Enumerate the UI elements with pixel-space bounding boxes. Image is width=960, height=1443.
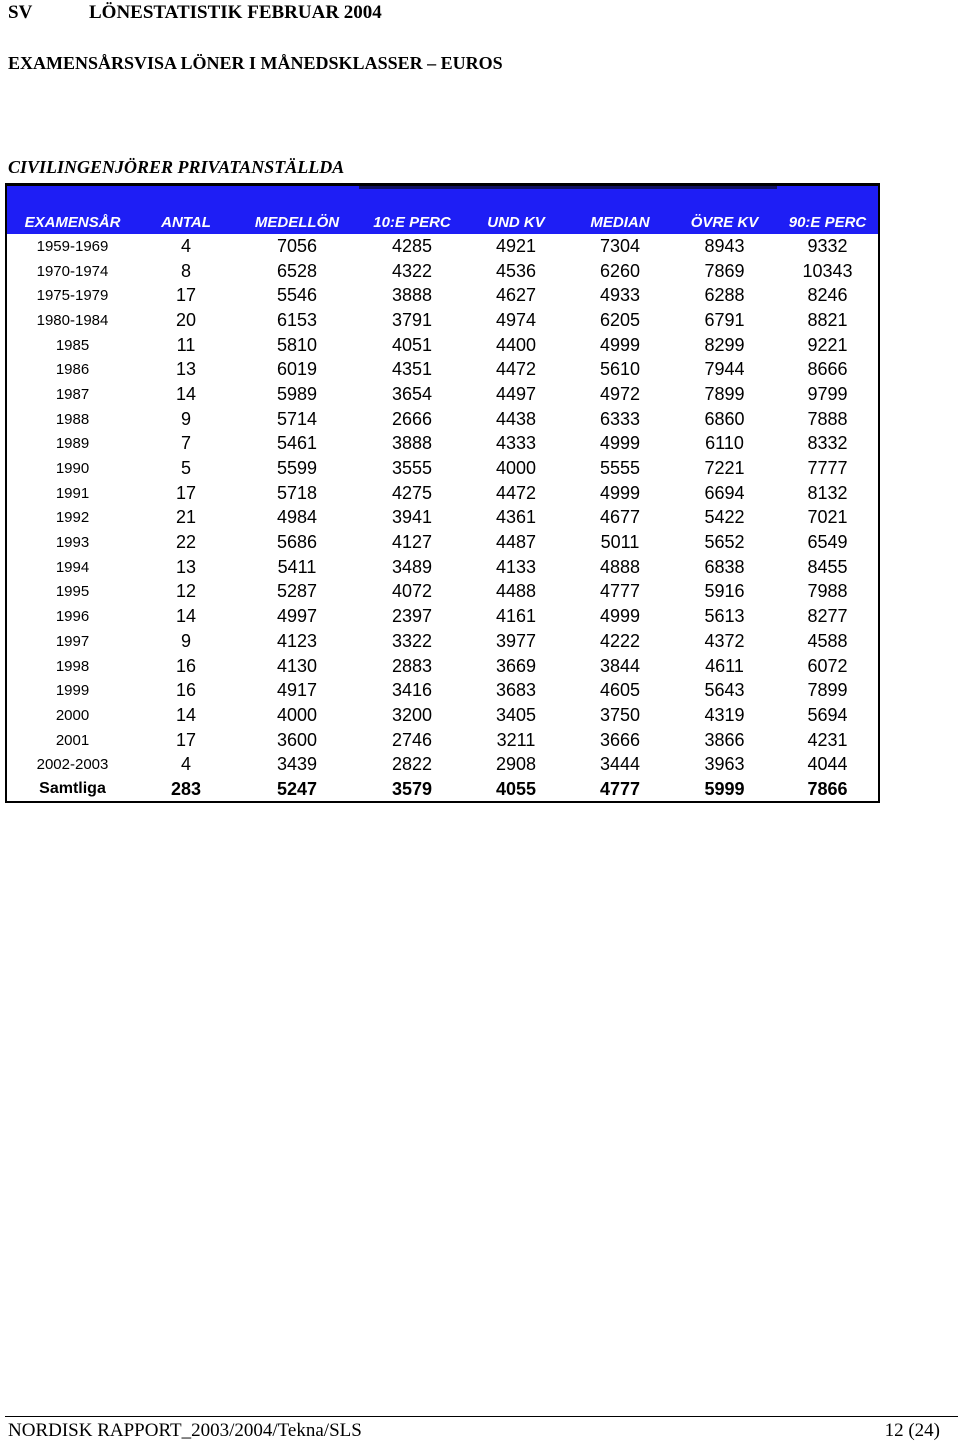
table-cell: 8246 xyxy=(807,285,848,306)
table-cell: 3888 xyxy=(391,433,433,454)
table-cell: 4127 xyxy=(391,532,433,553)
table-cell: 4130 xyxy=(276,655,318,676)
table-cell: 3211 xyxy=(496,729,536,750)
row-label-cell: 1998 xyxy=(55,657,90,675)
table-cell: 4 xyxy=(180,754,191,775)
table-cell: 4997 xyxy=(276,606,318,627)
table-cell: 4322 xyxy=(391,260,433,281)
table-cell: 3977 xyxy=(495,630,537,651)
table-cell: 7 xyxy=(180,433,191,454)
header-language-code: SV xyxy=(8,2,33,23)
table-cell: 5643 xyxy=(704,680,745,701)
row-label-cell: 1996 xyxy=(55,608,90,626)
table-cell: 7869 xyxy=(704,260,745,281)
table-cell: 2908 xyxy=(495,754,537,775)
table-cell: 5652 xyxy=(704,532,745,553)
table-cell: 4488 xyxy=(495,581,537,602)
table-row xyxy=(7,580,878,605)
table-cell: 3963 xyxy=(704,754,745,775)
table-cell: 17 xyxy=(175,482,197,503)
table-cell: 6205 xyxy=(599,309,641,330)
table-row xyxy=(7,407,878,432)
table-cell: 8821 xyxy=(807,309,848,330)
table-cell: 5989 xyxy=(276,383,318,404)
document-subtitle: EXAMENSÅRSVISA LÖNER I MÅNEDSKLASSER – EUROS xyxy=(8,53,503,73)
table-cell: 4888 xyxy=(599,556,641,577)
column-header: ÖVRE KV xyxy=(690,213,759,231)
table-row xyxy=(7,382,878,407)
table-cell: 5 xyxy=(180,458,191,479)
table-row xyxy=(7,456,878,481)
table-cell: 8666 xyxy=(807,359,848,380)
section-title: CIVILINGENJÖRER PRIVATANSTÄLLDA xyxy=(8,157,345,177)
table-cell: 7944 xyxy=(704,359,745,380)
table-cell: 2397 xyxy=(391,606,433,627)
table-cell: 6528 xyxy=(276,260,318,281)
table-cell: 4999 xyxy=(599,433,641,454)
table-cell: 4275 xyxy=(391,482,433,503)
row-label-cell: 1987 xyxy=(55,385,90,403)
row-label-cell: 1986 xyxy=(55,361,90,379)
table-cell: 7899 xyxy=(807,680,848,701)
row-label-cell: 1999 xyxy=(55,682,90,700)
table-cell: 4605 xyxy=(599,680,641,701)
table-row xyxy=(7,234,878,259)
table-cell: 5247 xyxy=(276,778,318,799)
table-row xyxy=(7,333,878,358)
column-header: MEDELLÖN xyxy=(254,213,340,231)
table-row xyxy=(7,259,878,284)
table-cell: 2822 xyxy=(391,754,433,775)
table-cell: 14 xyxy=(175,606,197,627)
table-cell: 4438 xyxy=(495,408,537,429)
table-cell: 17 xyxy=(175,729,197,750)
table-cell: 5718 xyxy=(276,482,318,503)
table-cell: 4472 xyxy=(495,359,537,380)
table-cell: 6153 xyxy=(276,309,318,330)
table-cell: 3669 xyxy=(495,655,537,676)
table-cell: 5714 xyxy=(276,408,318,429)
table-cell: 16 xyxy=(175,655,197,676)
column-header: 10:E PERC xyxy=(373,213,451,231)
row-label-cell: 1988 xyxy=(55,410,90,428)
column-header: ANTAL xyxy=(161,213,211,231)
table-cell: 3555 xyxy=(391,458,433,479)
table-cell: 4984 xyxy=(276,507,318,528)
table-header-row xyxy=(7,210,878,234)
table-cell: 3866 xyxy=(704,729,745,750)
table-cell: 9799 xyxy=(807,383,848,404)
table-cell: 4933 xyxy=(599,285,641,306)
table-cell: 3791 xyxy=(391,309,433,330)
table-cell: 4333 xyxy=(495,433,537,454)
table-cell: 8277 xyxy=(807,606,848,627)
table-row xyxy=(7,555,878,580)
table-cell: 4055 xyxy=(495,778,537,799)
table-row xyxy=(7,432,878,457)
table-cell: 20 xyxy=(175,309,197,330)
table-row xyxy=(7,752,878,777)
table-cell: 4351 xyxy=(391,359,433,380)
table-cell: 2666 xyxy=(391,408,433,429)
row-label-cell: 1989 xyxy=(55,435,90,453)
table-cell: 3489 xyxy=(391,556,433,577)
table-cell: 3844 xyxy=(599,655,641,676)
table-cell: 4472 xyxy=(495,482,537,503)
table-cell: 3439 xyxy=(276,754,318,775)
table-cell: 9 xyxy=(180,408,191,429)
table-row xyxy=(7,530,878,555)
table-cell: 3579 xyxy=(391,778,433,799)
table-cell: 7899 xyxy=(704,383,745,404)
table-cell: 283 xyxy=(170,778,202,799)
table-cell: 5546 xyxy=(276,285,318,306)
table-row xyxy=(7,703,878,728)
table-row xyxy=(7,308,878,333)
table-cell: 4000 xyxy=(276,704,318,725)
table-cell: 3941 xyxy=(391,507,433,528)
column-header: MEDIAN xyxy=(590,213,650,231)
table-cell: 5694 xyxy=(807,704,848,725)
table-cell: 3750 xyxy=(599,704,641,725)
table-cell: 3200 xyxy=(391,704,433,725)
table-cell: 11 xyxy=(176,334,196,355)
row-label-cell: 1992 xyxy=(55,509,90,527)
row-label-cell: 1995 xyxy=(55,583,90,601)
table-cell: 6288 xyxy=(704,285,745,306)
table-cell: 4400 xyxy=(495,334,537,355)
row-label-cell: 1991 xyxy=(55,484,90,502)
table-cell: 3322 xyxy=(391,630,433,651)
table-cell: 22 xyxy=(175,532,197,553)
table-cell: 8 xyxy=(180,260,191,281)
table-cell: 14 xyxy=(175,383,197,404)
table-cell: 21 xyxy=(175,507,197,528)
header-accent-bar xyxy=(359,186,777,189)
table-cell: 7866 xyxy=(807,778,848,799)
table-cell: 6860 xyxy=(704,408,745,429)
table-cell: 7777 xyxy=(807,458,848,479)
column-header: UND KV xyxy=(487,213,545,231)
table-cell: 7056 xyxy=(276,235,318,256)
row-label-cell: 1975-1979 xyxy=(36,287,109,305)
table-cell: 3405 xyxy=(495,704,537,725)
table-cell: 5011 xyxy=(600,532,640,553)
table-cell: 6549 xyxy=(807,532,848,553)
table-cell: 7304 xyxy=(599,235,641,256)
table-cell: 3654 xyxy=(391,383,433,404)
footer-divider xyxy=(5,1416,958,1417)
table-cell: 3444 xyxy=(599,754,641,775)
table-cell: 4 xyxy=(180,235,191,256)
table-cell: 4044 xyxy=(807,754,848,775)
table-cell: 3888 xyxy=(391,285,433,306)
table-cell: 13 xyxy=(175,556,197,577)
column-header: EXAMENSÅR xyxy=(24,213,121,231)
footer-report-name: NORDISK RAPPORT_2003/2004/Tekna/SLS xyxy=(8,1420,362,1441)
table-cell: 8299 xyxy=(704,334,745,355)
table-cell: 4536 xyxy=(495,260,537,281)
table-total-row xyxy=(7,777,878,802)
table-cell: 4974 xyxy=(495,309,537,330)
table-cell: 4372 xyxy=(704,630,745,651)
salary-table-frame xyxy=(5,183,880,803)
table-cell: 2883 xyxy=(391,655,433,676)
table-cell: 5461 xyxy=(276,433,318,454)
table-row xyxy=(7,357,878,382)
table-row xyxy=(7,283,878,308)
table-cell: 4072 xyxy=(391,581,433,602)
table-cell: 3683 xyxy=(495,680,537,701)
table-cell: 7221 xyxy=(704,458,745,479)
table-cell: 6791 xyxy=(704,309,745,330)
table-cell: 4972 xyxy=(599,383,641,404)
table-row xyxy=(7,481,878,506)
table-cell: 8455 xyxy=(807,556,848,577)
table-cell: 4285 xyxy=(391,235,433,256)
table-cell: 5916 xyxy=(704,581,745,602)
table-cell: 9221 xyxy=(807,334,848,355)
table-cell: 12 xyxy=(175,581,197,602)
table-cell: 4000 xyxy=(495,458,537,479)
table-row xyxy=(7,506,878,531)
table-cell: 6019 xyxy=(276,359,318,380)
table-cell: 5555 xyxy=(599,458,641,479)
table-cell: 4361 xyxy=(495,507,537,528)
table-cell: 4999 xyxy=(599,482,641,503)
table-cell: 7988 xyxy=(807,581,848,602)
table-cell: 5411 xyxy=(277,556,317,577)
row-label-cell: 1970-1974 xyxy=(36,262,109,280)
table-cell: 6110 xyxy=(705,433,744,454)
footer-page-number: 12 (24) xyxy=(884,1420,940,1441)
table-cell: 4777 xyxy=(599,581,641,602)
table-cell: 4677 xyxy=(599,507,641,528)
table-cell: 4161 xyxy=(495,606,537,627)
row-label-cell: 1990 xyxy=(55,460,90,478)
table-cell: 7021 xyxy=(807,507,848,528)
row-label-cell: 1997 xyxy=(55,632,90,650)
table-cell: 4051 xyxy=(391,334,433,355)
table-cell: 4999 xyxy=(599,606,641,627)
table-cell: 4777 xyxy=(599,778,641,799)
row-label-cell: Samtliga xyxy=(39,780,106,798)
table-cell: 4487 xyxy=(495,532,537,553)
row-label-cell: 1959-1969 xyxy=(36,237,109,255)
row-label-cell: 2000 xyxy=(55,706,90,724)
table-cell: 4999 xyxy=(599,334,641,355)
table-cell: 16 xyxy=(175,680,197,701)
table-cell: 6838 xyxy=(704,556,745,577)
table-cell: 10343 xyxy=(802,260,853,281)
page-header-title: LÖNESTATISTIK FEBRUAR 2004 xyxy=(89,2,382,23)
table-row xyxy=(7,629,878,654)
table-cell: 5610 xyxy=(599,359,641,380)
table-cell: 5686 xyxy=(276,532,318,553)
table-cell: 3666 xyxy=(599,729,641,750)
row-label-cell: 1994 xyxy=(55,558,90,576)
table-cell: 5422 xyxy=(704,507,745,528)
table-cell: 9332 xyxy=(807,235,848,256)
table-cell: 4231 xyxy=(807,729,848,750)
table-cell: 4497 xyxy=(495,383,537,404)
table-cell: 7888 xyxy=(807,408,848,429)
table-cell: 6333 xyxy=(599,408,641,429)
table-cell: 17 xyxy=(175,285,197,306)
table-cell: 5613 xyxy=(704,606,745,627)
table-cell: 14 xyxy=(175,704,197,725)
table-row xyxy=(7,654,878,679)
table-cell: 13 xyxy=(175,359,197,380)
row-label-cell: 1985 xyxy=(55,336,90,354)
table-cell: 6072 xyxy=(807,655,848,676)
row-label-cell: 1980-1984 xyxy=(36,311,109,329)
table-cell: 5287 xyxy=(276,581,318,602)
table-cell: 4588 xyxy=(807,630,848,651)
column-header: 90:E PERC xyxy=(788,213,867,231)
table-cell: 8332 xyxy=(807,433,848,454)
table-cell: 6694 xyxy=(704,482,745,503)
table-cell: 4123 xyxy=(276,630,318,651)
table-cell: 5999 xyxy=(704,778,745,799)
table-row xyxy=(7,728,878,753)
table-cell: 3416 xyxy=(391,680,433,701)
table-cell: 4627 xyxy=(495,285,537,306)
table-row xyxy=(7,678,878,703)
table-row xyxy=(7,604,878,629)
table-cell: 3600 xyxy=(276,729,318,750)
row-label-cell: 1993 xyxy=(55,534,90,552)
table-cell: 9 xyxy=(180,630,191,651)
table-cell: 5599 xyxy=(276,458,318,479)
table-cell: 5810 xyxy=(276,334,318,355)
table-cell: 4611 xyxy=(705,655,744,676)
salary-table xyxy=(7,210,878,802)
table-cell: 4133 xyxy=(495,556,537,577)
table-cell: 6260 xyxy=(599,260,641,281)
table-cell: 8132 xyxy=(807,482,848,503)
row-label-cell: 2002-2003 xyxy=(36,756,109,774)
table-cell: 4917 xyxy=(276,680,318,701)
table-cell: 2746 xyxy=(391,729,433,750)
table-cell: 8943 xyxy=(704,235,745,256)
table-cell: 4921 xyxy=(495,235,537,256)
table-cell: 4222 xyxy=(599,630,641,651)
table-cell: 4319 xyxy=(704,704,745,725)
row-label-cell: 2001 xyxy=(55,731,90,749)
